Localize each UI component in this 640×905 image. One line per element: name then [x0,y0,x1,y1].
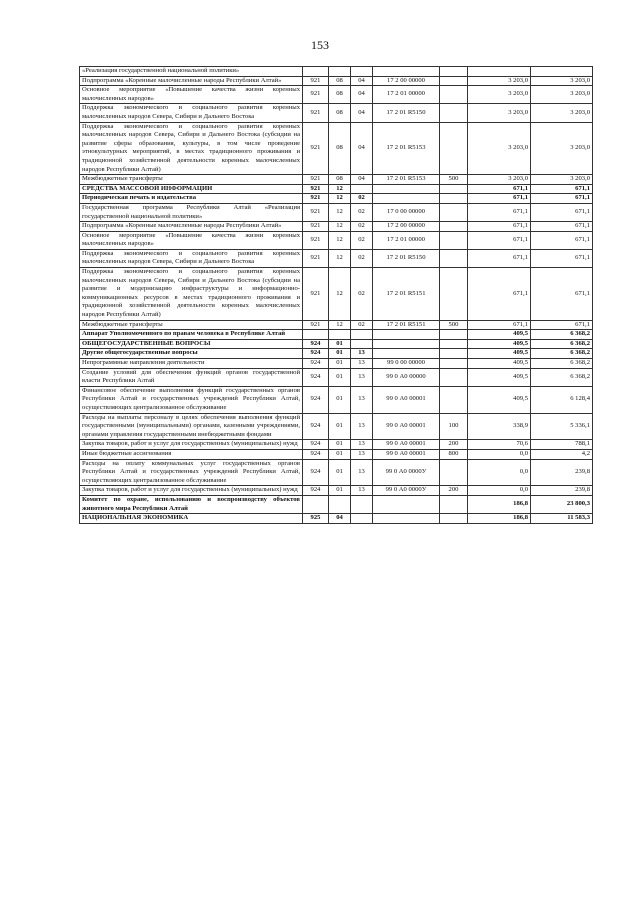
amount-cell-1: 409,5 [468,339,531,349]
amount-cell-1: 3 203,0 [468,76,531,86]
subsection-code-cell [351,339,373,349]
subsection-code-cell: 13 [351,486,373,496]
section-code-cell: 12 [329,268,351,321]
amount-cell-1: 409,5 [468,330,531,340]
expense-type-cell: 200 [440,486,468,496]
ministry-code-cell: 921 [303,184,329,194]
expense-type-cell [440,76,468,86]
ministry-code-cell: 921 [303,76,329,86]
subsection-code-cell: 04 [351,122,373,175]
subsection-code-cell [351,514,373,524]
ministry-code-cell: 921 [303,175,329,185]
section-code-cell: 01 [329,440,351,450]
row-name-cell: Аппарат Уполномоченного по правам человека в Республике Алтай [80,330,303,340]
section-code-cell: 12 [329,231,351,249]
target-article-cell [373,184,440,194]
ministry-code-cell: 921 [303,222,329,232]
subsection-code-cell: 13 [351,413,373,440]
expense-type-cell [440,104,468,122]
section-code-cell: 12 [329,184,351,194]
expense-type-cell [440,231,468,249]
target-article-cell: 17 2 01 R5150 [373,104,440,122]
amount-cell-1: 671,1 [468,184,531,194]
target-article-cell: 17 2 01 R5153 [373,175,440,185]
amount-cell-2: 3 203,0 [531,86,593,104]
subsection-code-cell: 13 [351,449,373,459]
ministry-code-cell: 921 [303,268,329,321]
target-article-cell [373,330,440,340]
subsection-code-cell: 13 [351,386,373,413]
table-row [80,194,593,204]
target-article-cell [373,194,440,204]
expense-type-cell [440,495,468,513]
amount-cell-1: 3 203,0 [468,122,531,175]
ministry-code-cell [303,495,329,513]
section-code-cell: 08 [329,104,351,122]
target-article-cell: 17 0 00 00000 [373,203,440,221]
amount-cell-2: 6 368,2 [531,330,593,340]
table-row [80,514,593,524]
table-row [80,449,593,459]
expense-type-cell [440,184,468,194]
section-code-cell: 04 [329,514,351,524]
row-name-cell: Поддержка экономического и социального развития коренных малочисленных народов Севера, Сибири и Дальнего Востока (субсидии на развитие сферы образования, культуры, в том числе проведение этнокультурных мероприятий, в местах традиционного проживания и традиционной хозяйственной деятельности коренных малочисленных народов Республики Алтай) [80,122,303,175]
row-name-cell: Непрограммные направления деятельности [80,359,303,369]
amount-cell-1: 409,5 [468,359,531,369]
target-article-cell: 99 0 А0 00001 [373,413,440,440]
row-name-cell: Другие общегосударственные вопросы [80,349,303,359]
table-row [80,231,593,249]
row-name-cell: СРЕДСТВА МАССОВОЙ ИНФОРМАЦИИ [80,184,303,194]
section-code-cell: 01 [329,459,351,486]
amount-cell-1: 671,1 [468,268,531,321]
ministry-code-cell: 921 [303,104,329,122]
row-name-cell: Создание условий для обеспечения функций органов государственной власти Республики Алтай [80,368,303,386]
table-row [80,268,593,321]
ministry-code-cell: 924 [303,413,329,440]
amount-cell-2: 6 368,2 [531,368,593,386]
subsection-code-cell: 04 [351,86,373,104]
amount-cell-1: 3 203,0 [468,175,531,185]
subsection-code-cell: 13 [351,349,373,359]
expense-type-cell [440,386,468,413]
table-row [80,203,593,221]
ministry-code-cell: 925 [303,514,329,524]
row-name-cell: Основное мероприятие «Повышение качества жизни коренных малочисленных народов» [80,231,303,249]
amount-cell-2: 671,1 [531,320,593,330]
row-name-cell: Комитет по охране, использованию и воспроизводству объектов животного мира Республики Алтай [80,495,303,513]
amount-cell-2: 3 203,0 [531,122,593,175]
table-row [80,175,593,185]
table-row [80,349,593,359]
subsection-code-cell: 02 [351,222,373,232]
amount-cell-1: 0,0 [468,459,531,486]
row-name-cell: Периодическая печать и издательства [80,194,303,204]
target-article-cell [373,67,440,77]
amount-cell-2: 6 128,4 [531,386,593,413]
amount-cell-2: 3 203,0 [531,104,593,122]
expense-type-cell [440,122,468,175]
section-code-cell: 12 [329,249,351,267]
expense-type-cell [440,67,468,77]
ministry-code-cell [303,330,329,340]
subsection-code-cell: 13 [351,440,373,450]
amount-cell-2: 239,8 [531,486,593,496]
subsection-code-cell: 13 [351,368,373,386]
subsection-code-cell: 02 [351,203,373,221]
ministry-code-cell: 921 [303,231,329,249]
table-row [80,330,593,340]
section-code-cell: 01 [329,359,351,369]
ministry-code-cell: 921 [303,203,329,221]
section-code-cell: 12 [329,222,351,232]
subsection-code-cell: 02 [351,268,373,321]
row-name-cell: Расходы на выплаты персоналу в целях обеспечения выполнения функций государственными (муниципальными) органами, казенными учреждениями, органами управления государственными внебюджетными фондами [80,413,303,440]
amount-cell-2: 788,1 [531,440,593,450]
ministry-code-cell [303,67,329,77]
amount-cell-1: 409,5 [468,368,531,386]
row-name-cell: Закупка товаров, работ и услуг для государственных (муниципальных) нужд [80,440,303,450]
budget-table [79,66,593,524]
amount-cell-1: 671,1 [468,231,531,249]
subsection-code-cell: 02 [351,231,373,249]
target-article-cell [373,514,440,524]
target-article-cell [373,495,440,513]
section-code-cell [329,67,351,77]
section-code-cell: 01 [329,368,351,386]
amount-cell-2: 239,8 [531,459,593,486]
expense-type-cell: 500 [440,175,468,185]
target-article-cell: 17 2 01 00000 [373,86,440,104]
amount-cell-2: 671,1 [531,184,593,194]
amount-cell-2: 11 583,3 [531,514,593,524]
expense-type-cell: 200 [440,440,468,450]
table-row [80,76,593,86]
row-name-cell: Межбюджетные трансферты [80,320,303,330]
row-name-cell: Поддержка экономического и социального развития коренных малочисленных народов Севера, Сибири и Дальнего Востока [80,249,303,267]
ministry-code-cell: 924 [303,459,329,486]
table-row [80,222,593,232]
expense-type-cell [440,349,468,359]
table-row [80,413,593,440]
amount-cell-2: 6 368,2 [531,349,593,359]
section-code-cell: 08 [329,86,351,104]
target-article-cell: 17 2 01 00000 [373,231,440,249]
row-name-cell: ОБЩЕГОСУДАРСТВЕННЫЕ ВОПРОСЫ [80,339,303,349]
ministry-code-cell: 924 [303,368,329,386]
target-article-cell: 99 0 А0 0000У [373,486,440,496]
amount-cell-1: 409,5 [468,349,531,359]
target-article-cell: 99 0 А0 00001 [373,440,440,450]
amount-cell-2: 6 368,2 [531,339,593,349]
subsection-code-cell [351,495,373,513]
target-article-cell: 99 0 А0 0000У [373,459,440,486]
subsection-code-cell: 02 [351,194,373,204]
section-code-cell: 01 [329,386,351,413]
amount-cell-2: 6 368,2 [531,359,593,369]
amount-cell-1: 3 203,0 [468,104,531,122]
ministry-code-cell: 924 [303,359,329,369]
expense-type-cell [440,330,468,340]
section-code-cell: 08 [329,175,351,185]
section-code-cell: 12 [329,203,351,221]
subsection-code-cell: 02 [351,249,373,267]
amount-cell-2: 671,1 [531,231,593,249]
ministry-code-cell: 924 [303,440,329,450]
ministry-code-cell: 924 [303,339,329,349]
amount-cell-1: 0,0 [468,449,531,459]
table-row [80,368,593,386]
amount-cell-2: 23 800,3 [531,495,593,513]
ministry-code-cell: 921 [303,249,329,267]
section-code-cell: 01 [329,349,351,359]
section-code-cell: 01 [329,449,351,459]
expense-type-cell [440,359,468,369]
amount-cell-1: 186,8 [468,495,531,513]
row-name-cell: «Реализация государственной национальной политики» [80,67,303,77]
row-name-cell: Основное мероприятие «Повышение качества жизни коренных малочисленных народов» [80,86,303,104]
target-article-cell: 17 2 01 R5150 [373,249,440,267]
target-article-cell: 99 0 А0 00000 [373,368,440,386]
ministry-code-cell: 924 [303,349,329,359]
amount-cell-2: 5 336,1 [531,413,593,440]
expense-type-cell [440,222,468,232]
amount-cell-1: 671,1 [468,222,531,232]
amount-cell-2: 671,1 [531,249,593,267]
row-name-cell: Подпрограмма «Коренные малочисленные народы Республики Алтай» [80,76,303,86]
expense-type-cell: 500 [440,320,468,330]
amount-cell-1: 671,1 [468,203,531,221]
row-name-cell: Поддержка экономического и социального развития коренных малочисленных народов Севера, Сибири и Дальнего Востока (субсидии на развитие и модернизацию инфраструктуры и информационно-коммуникационных ресурсов в местах традиционного проживания и традиционной хозяйственной деятельности коренных малочисленных народов Республики Алтай) [80,268,303,321]
amount-cell-1: 671,1 [468,320,531,330]
amount-cell-2: 3 203,0 [531,76,593,86]
target-article-cell: 99 0 00 00000 [373,359,440,369]
table-row [80,122,593,175]
expense-type-cell [440,203,468,221]
expense-type-cell [440,368,468,386]
subsection-code-cell: 04 [351,175,373,185]
table-row [80,386,593,413]
row-name-cell: Финансовое обеспечение выполнения функций государственных органов Республики Алтай и государственных учреждений Республики Алтай, осуществляющих централизованное обслуживание [80,386,303,413]
subsection-code-cell: 04 [351,104,373,122]
expense-type-cell: 800 [440,449,468,459]
row-name-cell: Межбюджетные трансферты [80,175,303,185]
table-row [80,86,593,104]
table-row [80,67,593,77]
amount-cell-2: 671,1 [531,203,593,221]
amount-cell-1: 409,5 [468,386,531,413]
amount-cell-1 [468,67,531,77]
table-row [80,249,593,267]
page-number: 153 [311,38,329,52]
row-name-cell: Государственная программа Республики Алтай «Реализация государственной национальной политики» [80,203,303,221]
amount-cell-2: 671,1 [531,222,593,232]
amount-cell-1: 0,0 [468,486,531,496]
section-code-cell [329,330,351,340]
table-row [80,104,593,122]
table-row [80,184,593,194]
target-article-cell: 99 0 А0 00001 [373,386,440,413]
table-row [80,339,593,349]
row-name-cell: Иные бюджетные ассигнования [80,449,303,459]
row-name-cell: Закупка товаров, работ и услуг для государственных (муниципальных) нужд [80,486,303,496]
expense-type-cell [440,459,468,486]
table-row [80,495,593,513]
expense-type-cell [440,86,468,104]
table-row [80,459,593,486]
ministry-code-cell: 924 [303,449,329,459]
expense-type-cell [440,268,468,321]
row-name-cell: Подпрограмма «Коренные малочисленные народы Республики Алтай» [80,222,303,232]
table-row [80,359,593,369]
target-article-cell: 17 2 01 R5151 [373,268,440,321]
section-code-cell: 08 [329,76,351,86]
target-article-cell: 99 0 А0 00001 [373,449,440,459]
target-article-cell [373,339,440,349]
target-article-cell: 17 2 01 R5153 [373,122,440,175]
section-code-cell: 12 [329,320,351,330]
target-article-cell: 17 2 00 00000 [373,222,440,232]
subsection-code-cell: 04 [351,76,373,86]
subsection-code-cell [351,330,373,340]
expense-type-cell [440,249,468,267]
row-name-cell: Расходы на оплату коммунальных услуг государственных органов Республики Алтай и государственных учреждений Республики Алтай, осуществляющих централизованное обслуживание [80,459,303,486]
expense-type-cell [440,339,468,349]
target-article-cell [373,349,440,359]
amount-cell-1: 3 203,0 [468,86,531,104]
section-code-cell: 01 [329,339,351,349]
ministry-code-cell: 921 [303,122,329,175]
subsection-code-cell: 13 [351,359,373,369]
ministry-code-cell: 921 [303,194,329,204]
subsection-code-cell [351,67,373,77]
section-code-cell [329,495,351,513]
row-name-cell: Поддержка экономического и социального развития коренных малочисленных народов Севера, Сибири и Дальнего Востока [80,104,303,122]
subsection-code-cell: 13 [351,459,373,486]
amount-cell-2: 4,2 [531,449,593,459]
section-code-cell: 08 [329,122,351,175]
ministry-code-cell: 924 [303,486,329,496]
amount-cell-2: 3 203,0 [531,175,593,185]
table-row [80,440,593,450]
row-name-cell: НАЦИОНАЛЬНАЯ ЭКОНОМИКА [80,514,303,524]
ministry-code-cell: 921 [303,320,329,330]
expense-type-cell [440,194,468,204]
amount-cell-1: 671,1 [468,249,531,267]
amount-cell-2 [531,67,593,77]
expense-type-cell [440,514,468,524]
expense-type-cell: 100 [440,413,468,440]
amount-cell-1: 70,6 [468,440,531,450]
budget-table-body [80,67,593,524]
amount-cell-2: 671,1 [531,268,593,321]
amount-cell-1: 671,1 [468,194,531,204]
amount-cell-2: 671,1 [531,194,593,204]
table-row [80,486,593,496]
section-code-cell: 01 [329,486,351,496]
ministry-code-cell: 924 [303,386,329,413]
section-code-cell: 01 [329,413,351,440]
amount-cell-1: 186,8 [468,514,531,524]
subsection-code-cell: 02 [351,320,373,330]
amount-cell-1: 338,9 [468,413,531,440]
table-row [80,320,593,330]
target-article-cell: 17 2 00 00000 [373,76,440,86]
subsection-code-cell [351,184,373,194]
ministry-code-cell: 921 [303,86,329,104]
target-article-cell: 17 2 01 R5151 [373,320,440,330]
section-code-cell: 12 [329,194,351,204]
